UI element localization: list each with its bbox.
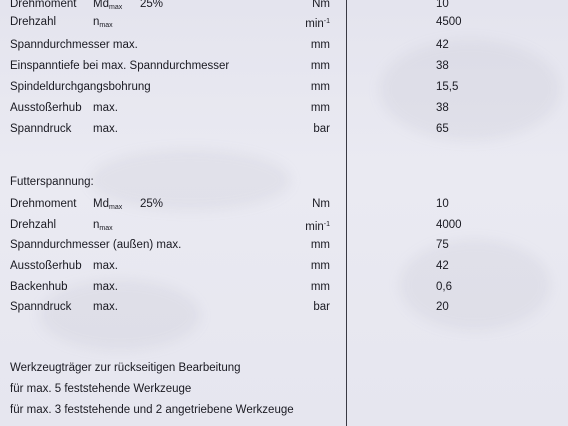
spec-parameter [93, 0, 122, 15]
spec-parameter-subscript: max [108, 4, 123, 11]
spec-parameter-symbol: max. [93, 301, 118, 313]
spec-value: 4000 [436, 219, 462, 231]
spec-unit-text: mm [310, 60, 330, 72]
spec-parameter [93, 122, 118, 136]
spec-unit-text: bar [313, 123, 330, 135]
spec-unit-text: mm [310, 260, 330, 272]
spec-unit [300, 218, 330, 234]
spec-label: Drehzahl [10, 219, 57, 231]
spec-parameter [93, 300, 118, 314]
tool-carrier-line: für max. 5 feststehende Werkzeuge [10, 383, 192, 395]
spec-parameter-percent: 25% [140, 0, 164, 10]
spec-unit-text: bar [313, 301, 330, 313]
spec-unit-text: min [305, 18, 324, 30]
spec-parameter-subscript: max [99, 22, 113, 29]
spec-value: 75 [436, 239, 449, 251]
spec-label: Einspanntiefe bei max. Spanndurchmesser [10, 60, 230, 72]
spec-unit [300, 38, 330, 52]
spec-unit [300, 59, 330, 73]
spec-parameter-symbol: Md [93, 0, 109, 10]
spec-parameter-percent: 25% [140, 198, 164, 210]
spec-parameter [93, 280, 118, 294]
spec-parameter [93, 218, 113, 236]
spec-label: Spanndurchmesser (außen) max. [10, 239, 182, 251]
spec-value: 10 [436, 0, 449, 10]
spec-unit-text: mm [310, 281, 330, 293]
spec-parameter-symbol: max. [93, 123, 118, 135]
spec-unit-text: mm [310, 239, 330, 251]
spec-value: 38 [436, 102, 449, 114]
spec-label: Spindeldurchgangsbohrung [10, 81, 151, 93]
spec-parameter-symbol: n [93, 219, 100, 231]
spec-unit [300, 0, 330, 11]
spec-unit [300, 15, 330, 31]
spec-value: 65 [436, 123, 449, 135]
spec-label: Spanndruck [10, 301, 72, 313]
spec-unit [300, 238, 330, 252]
spec-value: 10 [436, 198, 449, 210]
spec-label: Backenhub [10, 281, 68, 293]
spec-value: 15,5 [436, 81, 459, 93]
spec-label: Spanndurchmesser max. [10, 39, 138, 51]
tool-carrier-line: für max. 3 feststehende und 2 angetriebene Werkzeuge [10, 404, 294, 416]
spec-unit [300, 300, 330, 314]
tool-carrier-line: Werkzeugträger zur rückseitigen Bearbeitung [10, 362, 241, 374]
spec-parameter [93, 101, 118, 115]
chuck-section-heading: Futterspannung: [10, 176, 94, 188]
spec-label: Ausstoßerhub [10, 102, 82, 114]
spec-unit [300, 80, 330, 94]
spec-parameter-subscript: max [108, 204, 123, 211]
spec-parameter [93, 15, 113, 33]
spec-value: 20 [436, 301, 449, 313]
spec-label: Drehmoment [10, 198, 77, 210]
spec-parameter-subscript: max [99, 225, 113, 232]
spec-value: 0,6 [436, 281, 452, 293]
spec-value: 42 [436, 260, 449, 272]
spec-unit-text: mm [310, 102, 330, 114]
spec-label: Drehmoment [10, 0, 77, 10]
spec-unit [300, 259, 330, 273]
spec-unit [300, 122, 330, 136]
spec-parameter-symbol: max. [93, 102, 118, 114]
spec-parameter-symbol: max. [93, 260, 118, 272]
spec-parameter-symbol: max. [93, 281, 118, 293]
spec-unit-text: Nm [312, 0, 330, 10]
spec-unit [300, 197, 330, 211]
spec-value: 4500 [436, 16, 462, 28]
spec-label: Spanndruck [10, 123, 72, 135]
spec-value: 38 [436, 60, 449, 72]
spec-value: 42 [436, 39, 449, 51]
spec-unit-text: Nm [312, 198, 330, 210]
spec-unit-superscript: -1 [323, 18, 330, 25]
table-column-divider [346, 0, 347, 426]
spec-unit [300, 280, 330, 294]
spec-parameter [93, 197, 122, 215]
spec-parameter-symbol: Md [93, 198, 109, 210]
spec-unit-text: mm [310, 81, 330, 93]
spec-label: Drehzahl [10, 16, 57, 28]
spec-label: Ausstoßerhub [10, 260, 82, 272]
spec-unit-text: min [305, 221, 324, 233]
spec-unit [300, 101, 330, 115]
spec-parameter [93, 259, 118, 273]
spec-unit-superscript: -1 [323, 221, 330, 228]
spec-unit-text: mm [310, 39, 330, 51]
spec-parameter-symbol: n [93, 16, 100, 28]
